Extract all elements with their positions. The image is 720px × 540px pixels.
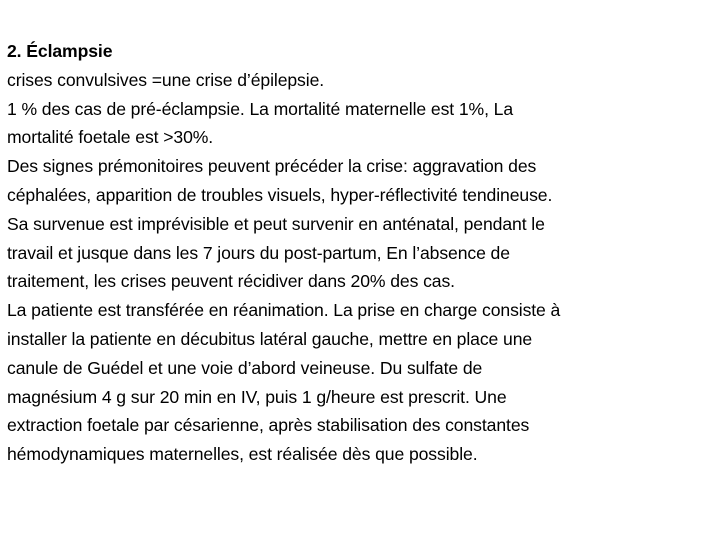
text-line: céphalées, apparition de troubles visuels, hyper-réflectivité tendineuse.	[7, 184, 553, 205]
text-line: magnésium 4 g sur 20 min en IV, puis 1 g/heure est prescrit. Une	[7, 386, 507, 407]
text-line: La patiente est transférée en réanimation. La prise en charge consiste à	[7, 300, 561, 321]
text-line: Des signes prémonitoires peuvent précéder la crise: aggravation des	[7, 156, 537, 177]
text-line: crises convulsives =une crise d’épilepsie.	[7, 69, 325, 90]
text-line: mortalité foetale est >30%.	[7, 127, 214, 148]
text-line: 1 % des cas de pré-éclampsie. La mortalité maternelle est 1%, La	[7, 98, 514, 119]
text-line: travail et jusque dans les 7 jours du post-partum, En l’absence de	[7, 242, 510, 263]
text-line: canule de Guédel et une voie d’abord veineuse. Du sulfate de	[7, 357, 483, 378]
text-body	[7, 37, 713, 469]
text-line: traitement, les crises peuvent récidiver dans 20% des cas.	[7, 271, 455, 292]
text-line: Sa survenue est imprévisible et peut survenir en anténatal, pendant le	[7, 213, 545, 234]
text-line: extraction foetale par césarienne, après stabilisation des constantes	[7, 415, 530, 436]
text-line: hémodynamiques maternelles, est réalisée dès que possible.	[7, 444, 478, 465]
text-line: installer la patiente en décubitus latéral gauche, mettre en place une	[7, 328, 533, 349]
section-title: 2. Éclampsie	[7, 41, 113, 61]
